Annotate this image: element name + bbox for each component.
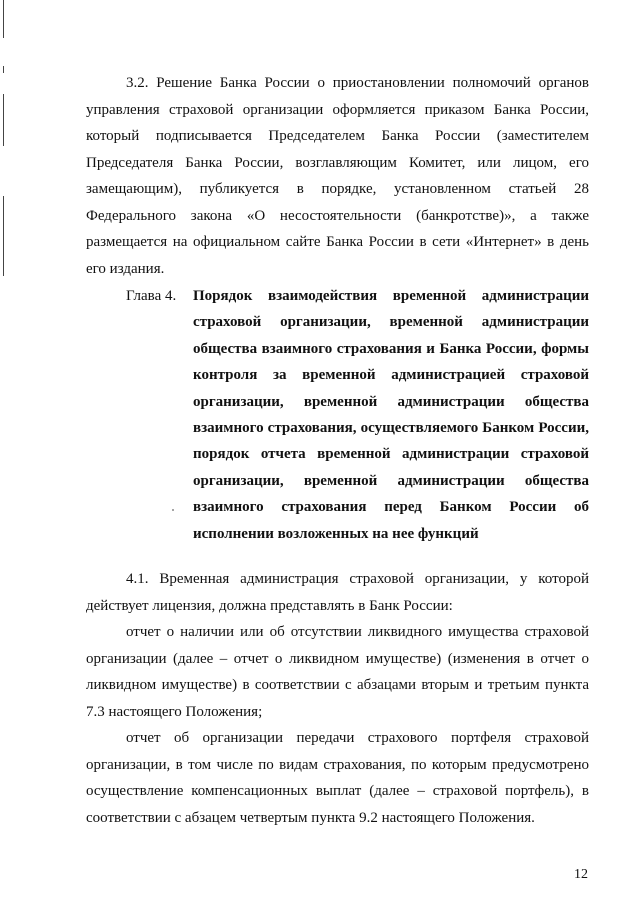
paragraph-3-2: 3.2. Решение Банка России о приостановлении полномочий органов управления страховой организации оформляется приказом Банка России, который подписывается Председателем Банка России (заместителем Председателя Банка России, возглавляющим Комитет, или лицом, его замещающим), публикуется в порядке, установленном статьей 28 Федерального закона «О несостоятельности (банкротстве)», а также размещается на официальном сайте Банка России в сети «Интернет» в день его издания. xyxy=(86,75,589,277)
scan-edge-mark xyxy=(3,66,4,73)
scan-dot xyxy=(172,509,174,511)
scan-edge-mark xyxy=(3,94,4,146)
chapter-label: Глава 4. xyxy=(126,288,177,304)
scan-edge-mark xyxy=(3,0,4,38)
scan-edge-mark xyxy=(3,196,4,276)
paragraph-4-1-item-1: отчет о наличии или об отсутствии ликвидного имущества страховой организации (далее – отчет о ликвидном имуществе) (изменения в отчет о ликвидном имуществе) в соответствии с абзацами вторым и третьим пункта 7.3 настоящего Положения; xyxy=(86,624,589,720)
paragraph-4-1-item-2: отчет об организации передачи страхового портфеля страховой организации, в том числе по видам страхования, по которым предусмотрено осуществление компенсационных выплат (далее – страховой портфель), в соответствии с абзацем четвертым пункта 9.2 настоящего Положения. xyxy=(86,730,589,826)
chapter-title: Порядок взаимодействия временной администрации страховой организации, временной администрации общества взаимного страхования и Банка России, формы контроля за временной администрацией страховой организации, временной администрации общества взаимного страхования, осуществляемого Банком России, порядок отчета временной администрации страховой организации, временной администрации общества взаимного страхования перед Банком России об исполнении возложенных на нее функций xyxy=(193,288,589,542)
page-number: 12 xyxy=(574,867,588,882)
paragraph-4-1: 4.1. Временная администрация страховой организации, у которой действует лицензия, должна представлять в Банк России: xyxy=(86,571,589,614)
